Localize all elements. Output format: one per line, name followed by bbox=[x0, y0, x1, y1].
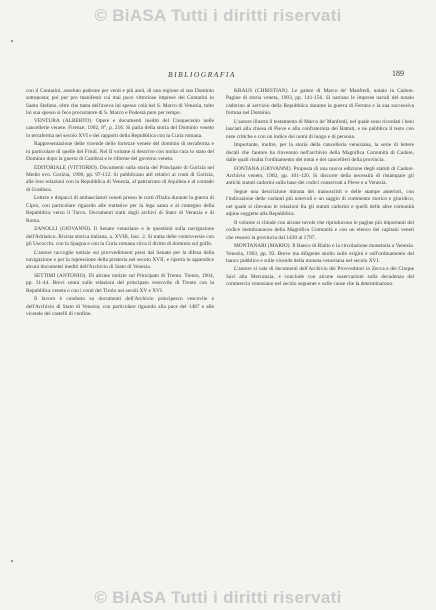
bibliography-entry: L'autore illustra il testamento di Marco de' Manfredi, nel quale sono ricordati i beni lasciati alla chiesa di Pieve e alla confraternita dei Battuti, e ne pubblica il testo con note critiche e con un indice dei nomi di luogo e di persona. bbox=[226, 118, 414, 140]
scan-dot bbox=[11, 40, 13, 42]
watermark-top: © BiASA Tutti i diritti riservati bbox=[94, 6, 342, 25]
bibliography-entry: Importante, inoltre, per la storia della cancelleria veneziana, la serie di lettere ducali che l'autore ha rinvenuto nell'archivio della Magnifica Comunità di Cadore, dalle quali risulta l'ordinamento dei notai e dei cancellieri della provincia. bbox=[226, 142, 414, 164]
continuation-paragraph: con il Contarini, assoluto padrone per venti e più anni, di una regione al suo Dominio sottoposta; poi pur pro manifestò cui mai poco vittoriose imprese del Contarini in Santo Stefano, oltre che tanta dell'aveva lui spesso colà nel S. Marco di Venezia, tolto lui sua spesso si fece procuratore di S. Marco e Podestà pure per tempo. bbox=[26, 88, 214, 117]
bibliography-entry: L'autore raccoglie notizie sui provvedimenti presi dal Senato per la difesa della navigazione e per la repressione della pirateria nel secolo XVII, e riporta in appendice alcuni documenti inediti dell'Archivio di Stato di Venezia. bbox=[26, 249, 214, 271]
page-number: 189 bbox=[392, 69, 404, 78]
page-header bbox=[0, 70, 436, 82]
bibliography-entry: L'autore si vale di documenti dell'Archivio dei Provveditori in Zecca e dei Cinque Savi alla Mercanzia, e conclude con alcune osservazioni sulla decadenza del commercio veneziano nel secolo seguente e sulle cause che la determinarono. bbox=[226, 266, 414, 288]
bibliography-entry: Lettere e dispacci di ambasciatori veneti presso le corti d'Italia durante la guerra di Cipro, con particolare riguardo alle trattative per la lega santa e al contegno della Repubblica verso il Turco. Documenti tratti dagli archivi di Stato di Venezia e di Roma. bbox=[26, 195, 214, 224]
watermark-bottom: © BiASA Tutti i diritti riservati bbox=[94, 588, 342, 607]
running-head: BIBLIOGRAFIA bbox=[168, 70, 236, 79]
bibliography-entry: VENTURA (ALBERTO). Opere e documenti inediti del Cinquecento nelle cancellerie venete. Firenze, 1902, 8°, p. 216. Si parla della storia del Dominio veneto in terraferma nel secolo XVI e dei rapporti della Repubblica con la Curia romana. bbox=[26, 117, 214, 139]
left-column bbox=[26, 88, 214, 319]
bibliography-entry: Segue una descrizione minuta dei manoscritti e delle stampe anteriori, con l'indicazione delle varianti più notevoli e un saggio di commento storico e giuridico, nel quale si rilevano le relazioni fra gli statuti cadorini e quelli delle altre comunità alpine soggette alla Repubblica. bbox=[226, 188, 414, 218]
bibliography-entry: Il lavoro è condotto su documenti dell'Archivio principesco vescovile e dell'Archivio di Stato di Venezia, con particolare riguardo alla pace del 1487 e alle vicende dei castelli di confine. bbox=[26, 296, 214, 318]
scan-dot bbox=[11, 560, 13, 562]
right-column bbox=[226, 88, 414, 289]
bibliography-entry: KRAUS (CHRISTIAN). Le galere di Marco de' Manfredi, notaio in Cadore. Pagine di storia veneta, 1903, pp. 141-156. Si narrano le imprese navali del notaio cadorino al servizio della Repubblica durante la guerra di Ferrara e la sua successiva fortuna nel Dominio. bbox=[226, 88, 414, 117]
bibliography-entry: Rappresentazione delle vicende delle fortezze venete del dominio di terraferma e in particolare di quelle del Friuli. Nel II volume si descrive con molta cura lo stato del Dominio dopo la guerra di Cambrai e le riforme del governo veneto. bbox=[26, 141, 214, 163]
bibliography-entry: SETTIMI (ANTONIO). Di alcune notizie sul Principato di Trento. Trento, 1904, pp. 31-44. Brevi cenni sulle relazioni del principato vescovile di Trento con la Repubblica veneta e con i conti del Tirolo nei secoli XV e XVI. bbox=[26, 272, 214, 294]
bibliography-entry: Il volume si chiude con alcune tavole che riproducono le pagine più importanti del codice membranaceo della Magnifica Comunità e con un elenco dei capitani veneti che ressero la provincia dal 1420 al 1797. bbox=[226, 219, 414, 241]
bibliography-entry: EDITORIALE (VITTORIO). Documenti sulla storia del Principato di Gorizia nel Medio evo. Gorizia, 1900, pp. 97-112. Si pubblicano atti relativi ai conti di Gorizia, alle loro relazioni con la Repubblica di Venezia, al patriarcato di Aquileia e al contado di Gradisca. bbox=[26, 164, 214, 193]
bibliography-entry: MONTANARI (MARIO). Il Banco di Rialto e la circolazione monetaria a Venezia. Venezia, 1903, pp. 92. Breve ma diligente studio sulle origini e sull'ordinamento del banco pubblico e sulle vicende della moneta veneziana nel secolo XVI. bbox=[226, 243, 414, 264]
bibliography-entry: ZANOLLI (GIOVANNI). Il Senato veneziano e le questioni sulla navigazione dell'Adriatico. Rivista storica italiana, a. XVIII, fasc. 2. Si tratta delle controversie con gli Uscocchi, con la Spagna e con la Curia romana circa il diritto di dominio sul golfo. bbox=[26, 226, 214, 248]
bibliography-entry: FONTANA (GIOVANNI). Proposta di una nuova edizione degli statuti di Cadore. Archivio veneto, 1902, pp. 101-120. Si discorre della necessità di ristampare gli antichi statuti cadorini sulla base dei codici conservati a Pieve e a Venezia. bbox=[226, 165, 414, 187]
